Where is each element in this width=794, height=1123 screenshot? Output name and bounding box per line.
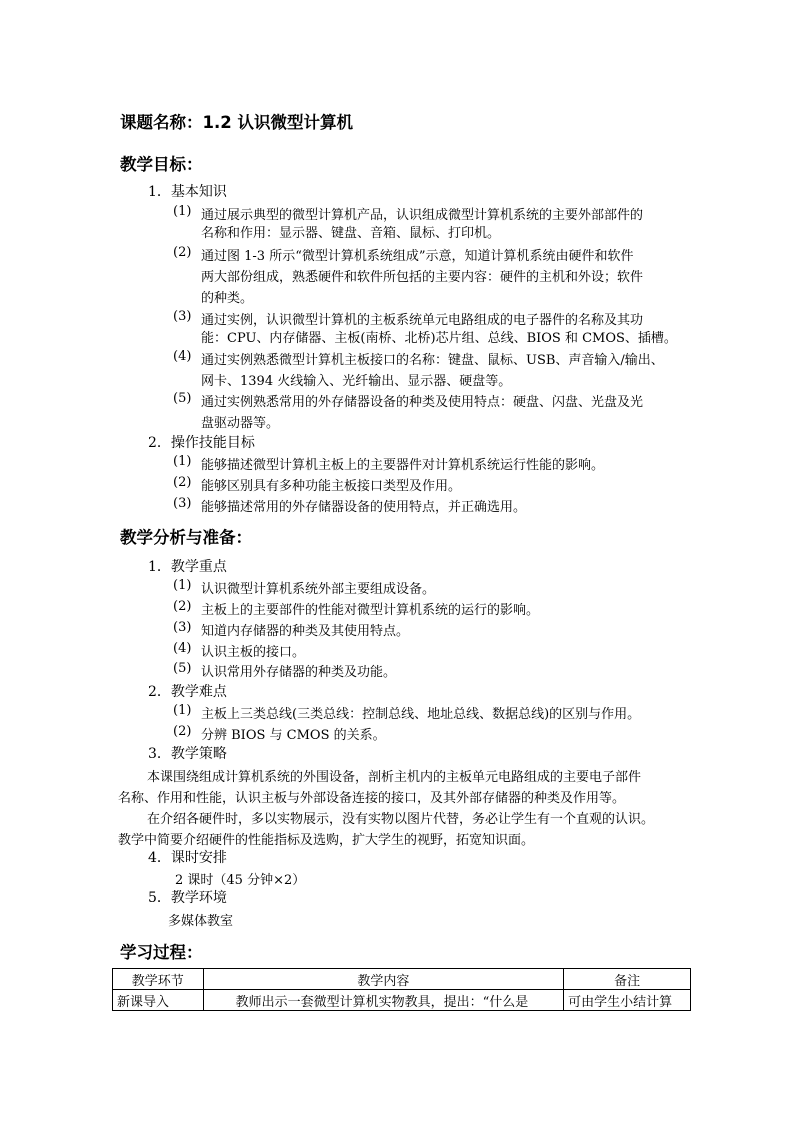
environment-value: 多媒体教室 xyxy=(168,914,234,929)
strategy-label: 3．教学策略 xyxy=(148,746,227,762)
paragraph-line: 本课围绕组成计算机系统的外围设备，剖析主机内的主板单元电路组成的主要电子部件 xyxy=(147,770,642,785)
analysis-heading: 教学分析与准备： xyxy=(120,528,252,547)
paragraph-line: 名称、作用和性能，认识主板与外部设备连接的接口，及其外部存储器的种类及作用等。 xyxy=(118,791,626,806)
list-item-text: 认识微型计算机系统外部主要组成设备。 xyxy=(201,582,436,597)
item-number: (1) xyxy=(173,204,192,219)
column-header: 教学环节 xyxy=(113,969,204,990)
item-number: (4) xyxy=(173,641,192,656)
list-item-text: 的种类。 xyxy=(201,291,254,306)
paragraph-line: 教学中简要介绍硬件的性能指标及选购，扩大学生的视野，拓宽知识面。 xyxy=(118,833,535,848)
list-item-text: 名称和作用：显示器、键盘、音箱、鼠标、打印机。 xyxy=(201,226,501,241)
process-heading: 学习过程： xyxy=(120,943,203,962)
basic-knowledge-label: 1．基本知识 xyxy=(148,184,227,200)
table-cell: 教师出示一套微型计算机实物教具，提出：“什么是 xyxy=(203,990,564,1011)
column-header: 备注 xyxy=(564,969,691,990)
difficulty-label: 2．教学难点 xyxy=(148,684,227,700)
list-item-text: 通过展示典型的微型计算机产品，认识组成微型计算机系统的主要外部部件的 xyxy=(201,208,644,223)
item-number: (2) xyxy=(173,245,192,260)
lesson-title: 课题名称：1.2 认识微型计算机 xyxy=(120,113,353,132)
process-table xyxy=(112,968,691,1011)
schedule-value: 2 课时（45 分钟×2） xyxy=(175,873,306,888)
table-cell: 新课导入 xyxy=(113,990,204,1011)
schedule-label: 4．课时安排 xyxy=(148,850,227,866)
item-number: (3) xyxy=(173,309,192,324)
list-item-text: 通过实例熟悉常用的外存储器设备的种类及使用特点：硬盘、闪盘、光盘及光 xyxy=(201,395,644,410)
list-item-text: 知道内存储器的种类及其使用特点。 xyxy=(201,624,410,639)
item-number: (5) xyxy=(173,661,192,676)
column-header: 教学内容 xyxy=(203,969,564,990)
focus-label: 1．教学重点 xyxy=(148,559,227,575)
list-item-text: 通过实例，认识微型计算机的主板系统单元电路组成的电子器件的名称及其功 xyxy=(201,313,644,328)
list-item-text: 能：CPU、内存储器、主板(南桥、北桥)芯片组、总线、BIOS 和 CMOS、插槽。 xyxy=(201,331,677,346)
item-number: (1) xyxy=(173,578,192,593)
list-item-text: 能够区别具有多种功能主板接口类型及作用。 xyxy=(201,479,462,494)
item-number: (1) xyxy=(173,454,192,469)
table-header-row xyxy=(113,969,691,990)
list-item-text: 认识主板的接口。 xyxy=(201,645,306,660)
list-item-text: 网卡、1394 火线输入、光纤输出、显示器、硬盘等。 xyxy=(201,374,512,389)
item-number: (2) xyxy=(173,599,192,614)
list-item-text: 盘驱动器等。 xyxy=(201,416,280,431)
skill-goals-label: 2．操作技能目标 xyxy=(148,435,255,451)
item-number: (3) xyxy=(173,496,192,511)
list-item-text: 主板上三类总线(三类总线：控制总线、地址总线、数据总线)的区别与作用。 xyxy=(201,707,641,722)
goals-heading: 教学目标： xyxy=(120,155,203,174)
list-item-text: 能够描述微型计算机主板上的主要器件对计算机系统运行性能的影响。 xyxy=(201,458,605,473)
item-number: (2) xyxy=(173,724,192,739)
paragraph-line: 在介绍各硬件时，多以实物展示，没有实物以图片代替，务必让学生有一个直观的认识。 xyxy=(147,812,655,827)
list-item-text: 主板上的主要部件的性能对微型计算机系统的运行的影响。 xyxy=(201,603,540,618)
list-item-text: 认识常用外存储器的种类及功能。 xyxy=(201,665,397,680)
list-item-text: 能够描述常用的外存储器设备的使用特点，并正确选用。 xyxy=(201,500,527,515)
table-cell: 可由学生小结计算 xyxy=(564,990,691,1011)
item-number: (3) xyxy=(173,620,192,635)
table-row xyxy=(113,990,691,1011)
list-item-text: 通过实例熟悉微型计算机主板接口的名称：键盘、鼠标、USB、声音输入/输出、 xyxy=(201,353,664,368)
item-number: (4) xyxy=(173,349,192,364)
list-item-text: 分辨 BIOS 与 CMOS 的关系。 xyxy=(201,728,386,743)
environment-label: 5．教学环境 xyxy=(148,890,227,906)
item-number: (2) xyxy=(173,475,192,490)
item-number: (1) xyxy=(173,703,192,718)
list-item-text: 通过图 1-3 所示“微型计算机系统组成”示意，知道计算机系统由硬件和软件 xyxy=(201,249,634,264)
list-item-text: 两大部份组成，熟悉硬件和软件所包括的主要内容：硬件的主机和外设；软件 xyxy=(201,270,644,285)
item-number: (5) xyxy=(173,391,192,406)
